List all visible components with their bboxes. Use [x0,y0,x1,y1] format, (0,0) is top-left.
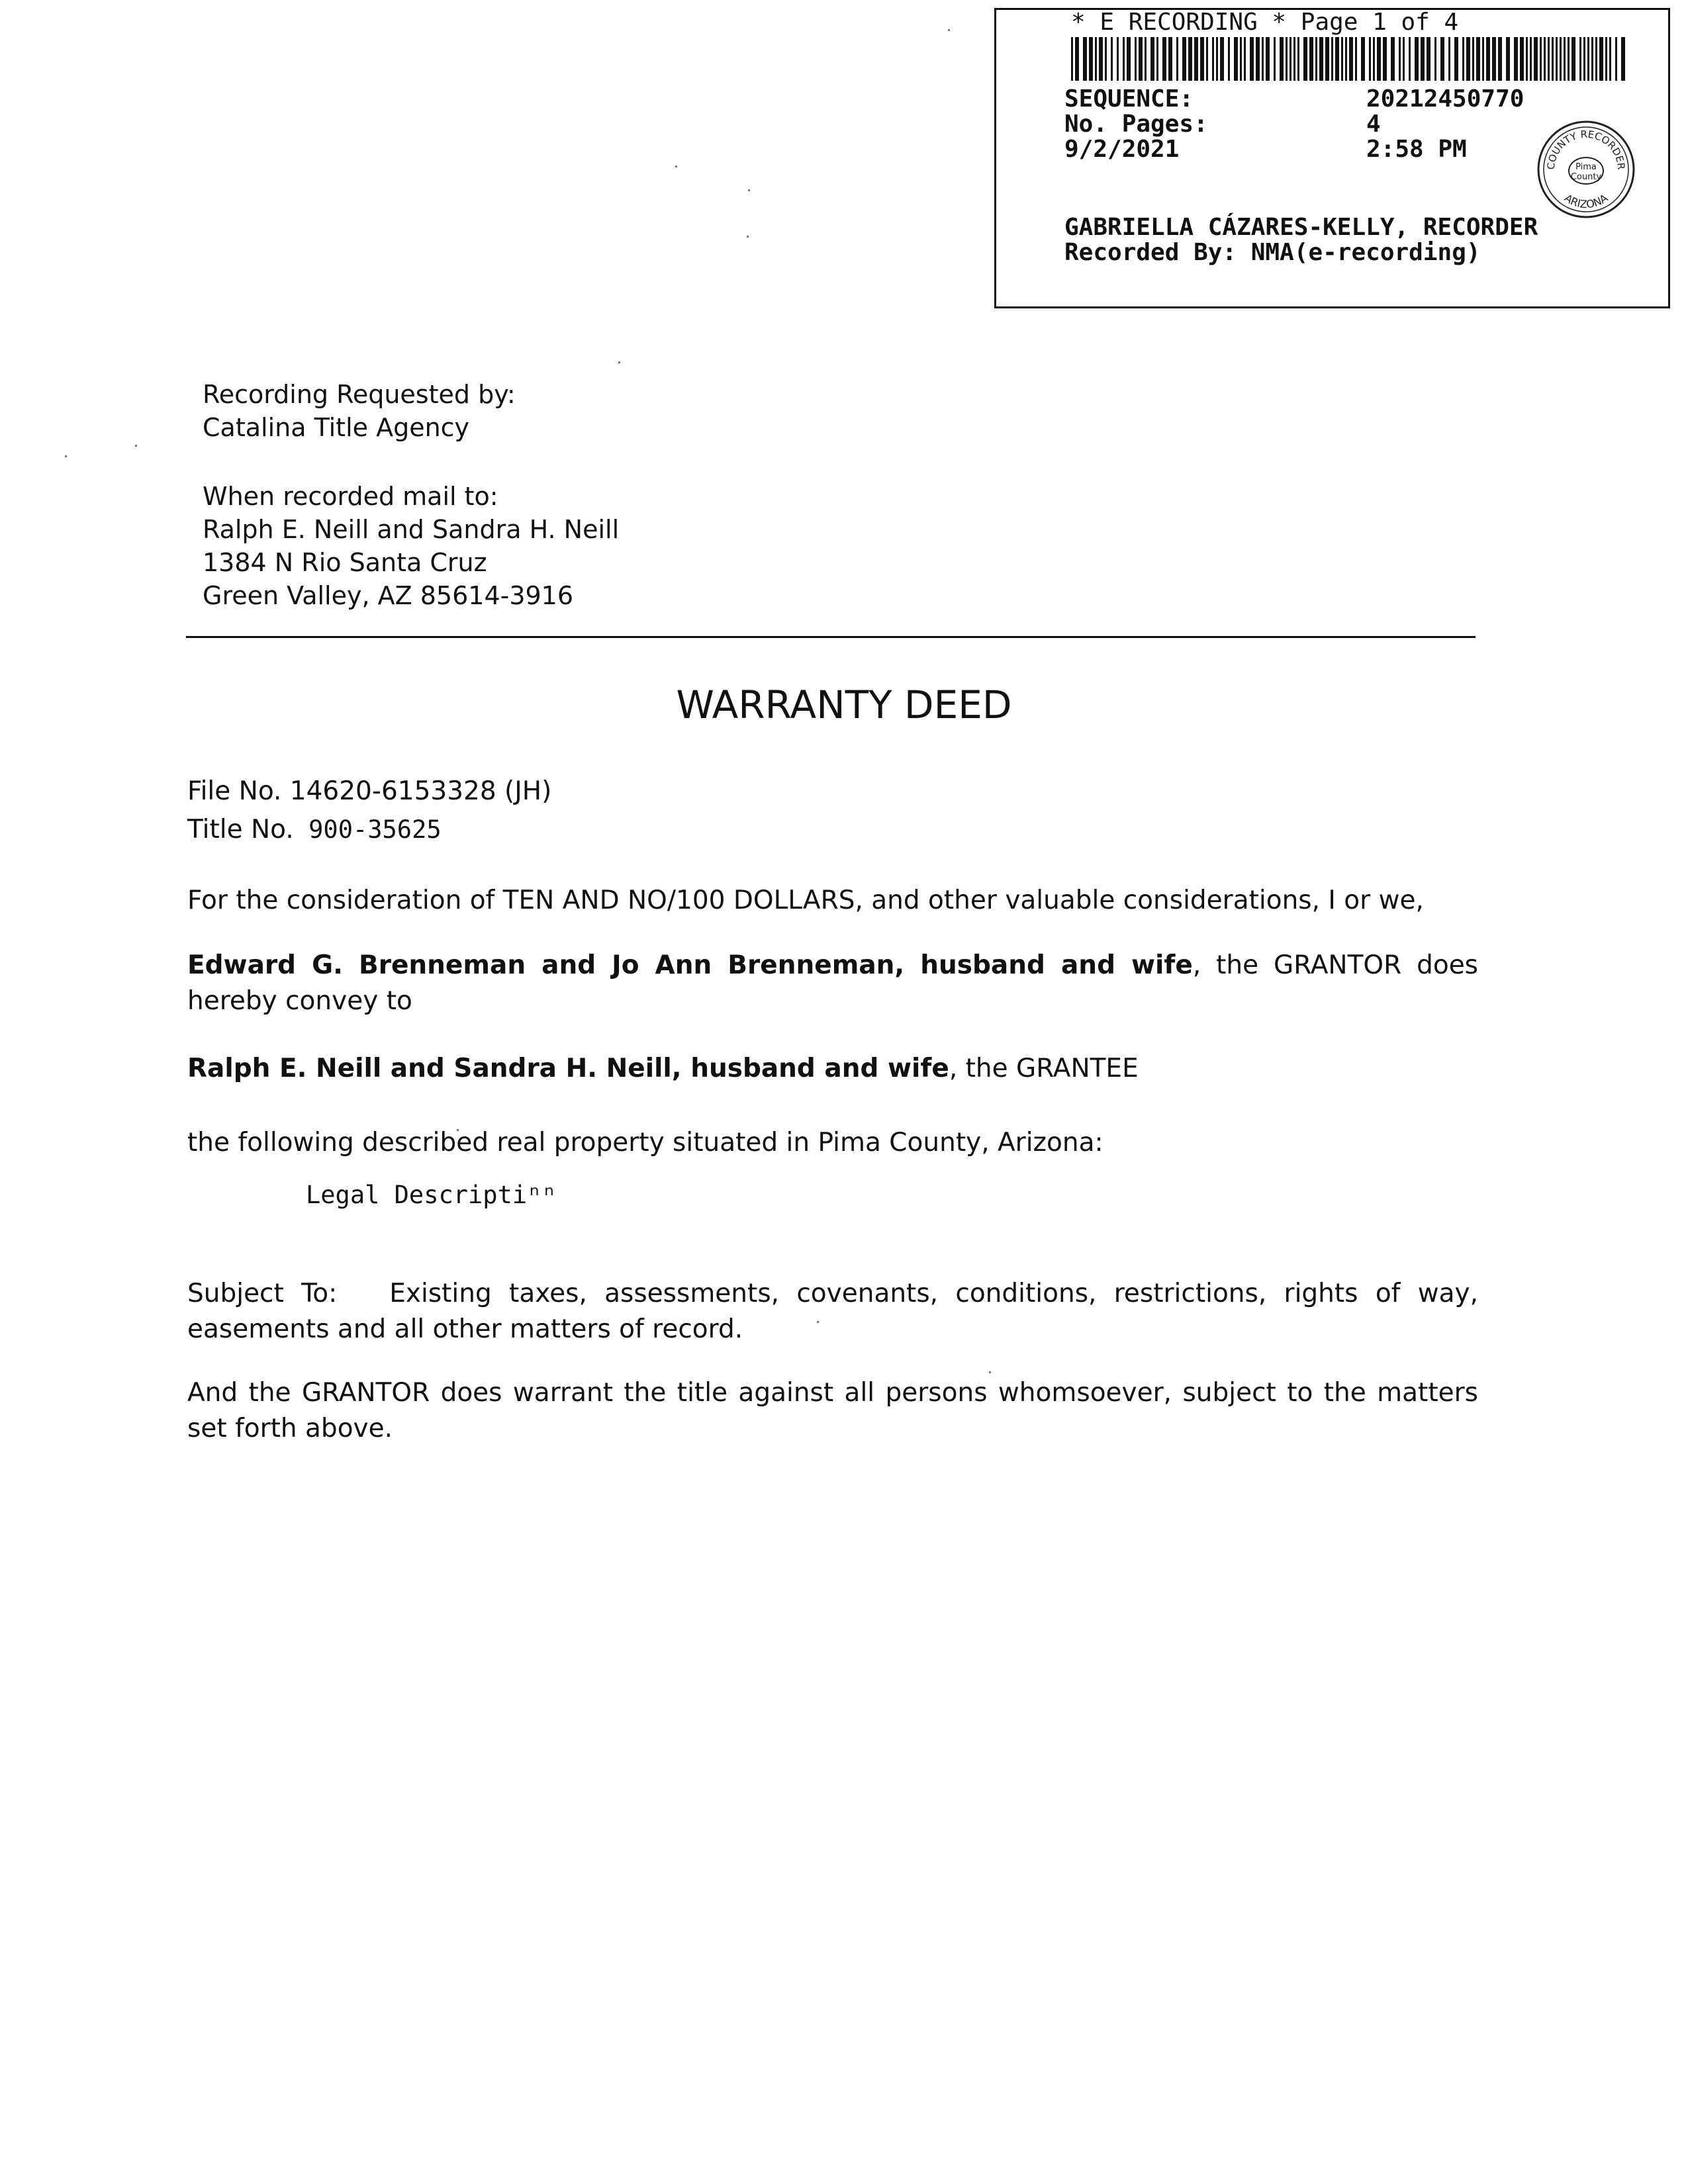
barcode-bar [1560,37,1562,81]
grantor-paragraph [187,948,1478,1019]
barcode-bar [1182,37,1186,81]
warranty-paragraph: And the GRANTOR does warrant the title against all persons whomsoever, subject to the matters set forth above. [187,1378,1478,1443]
barcode-bar [1325,37,1329,81]
barcode-bar [1212,37,1214,81]
barcode-bar [1244,37,1246,81]
barcode-bar [1297,37,1299,81]
pages-value: 4 [1366,111,1381,138]
barcode-bar [1583,37,1585,81]
scan-speck [948,29,950,31]
barcode-bar [1621,37,1625,81]
scan-speck [748,189,750,191]
barcode-bar [1234,37,1238,81]
barcode-bar [1280,37,1284,81]
subject-to-label: Subject To: [187,1279,338,1308]
barcode-bar [1548,37,1550,81]
barcode-bar [1240,37,1242,81]
barcode-bar [1083,37,1087,81]
barcode-bar [1355,37,1357,81]
barcode-bar [1361,37,1365,81]
sequence-label: SEQUENCE: [1064,85,1194,113]
barcode-bar [1345,37,1347,81]
barcode-bar [1319,37,1323,81]
scan-speck [989,1371,991,1373]
barcode-bar [1409,37,1411,81]
barcode-bar [1127,37,1131,81]
barcode-bar [1391,37,1395,81]
deed-title: WARRANTY DEED [676,682,1012,727]
barcode-bar [1331,37,1333,81]
barcode-bar [1462,37,1464,81]
property-line: the following described real property situated in Pima County, Arizona: [187,1128,1103,1158]
county-recorder-seal-icon [1534,118,1638,221]
barcode-bar [1591,37,1593,81]
barcode-bar [1377,37,1381,81]
barcode-bar [1440,37,1444,81]
barcode-bar [1293,37,1295,81]
barcode-bar [1289,37,1291,81]
barcode-bar [1206,37,1208,81]
barcode-bar [1286,37,1288,81]
grantee-names: Ralph E. Neill and Sandra H. Neill, husband and wife [187,1054,949,1083]
barcode [1071,37,1628,81]
recording-time: 2:58 PM [1366,136,1467,163]
barcode-bar [1194,37,1198,81]
barcode-bar [1534,37,1538,81]
barcode-bar [1544,37,1546,81]
mail-to-name: Ralph E. Neill and Sandra H. Neill [203,515,620,544]
barcode-bar [1587,37,1589,81]
seal-bottom-text: ARIZONA [1562,191,1611,211]
barcode-bar [1609,37,1611,81]
barcode-bar [1476,37,1480,81]
barcode-bar [1369,37,1371,81]
barcode-bar [1434,37,1436,81]
scan-speck [618,361,620,363]
barcode-bar [1105,37,1107,81]
mail-to-label: When recorded mail to: [203,482,498,511]
barcode-bar [1383,37,1387,81]
legal-description: Legal Descriptiⁿⁿ [306,1181,557,1209]
barcode-bar [1373,37,1375,81]
barcode-bar [1162,37,1166,81]
barcode-bar [1095,37,1097,81]
recorder-name: GABRIELLA CÁZARES-KELLY, RECORDER [1064,214,1538,241]
title-number [187,814,442,846]
recording-requested-by: Catalina Title Agency [203,413,470,442]
barcode-bar [1579,37,1581,81]
scan-speck [65,455,67,457]
barcode-bar [1341,37,1343,81]
barcode-bar [1427,37,1430,81]
barcode-bar [1552,37,1554,81]
barcode-bar [1472,37,1474,81]
barcode-bar [1349,37,1353,81]
barcode-bar [1075,37,1079,81]
barcode-bar [1250,37,1254,81]
divider-line [186,636,1476,638]
barcode-bar [1256,37,1260,81]
barcode-bar [1599,37,1603,81]
barcode-bar [1403,37,1405,81]
barcode-bar [1228,37,1230,81]
subject-to-paragraph [187,1276,1478,1347]
grantee-suffix: , the GRANTEE [949,1054,1139,1083]
barcode-bar [1335,37,1339,81]
barcode-bar [1520,37,1524,81]
grantor-suffix: , the GRANTOR does hereby convey to [187,950,1479,1016]
scan-speck [675,165,677,167]
recording-requested-label: Recording Requested by: [203,380,516,409]
barcode-bar [1540,37,1542,81]
barcode-bar [1168,37,1172,81]
barcode-bar [1200,37,1204,81]
barcode-bar [1421,37,1425,81]
barcode-bar [1514,37,1518,81]
barcode-bar [1145,37,1147,81]
scan-speck [135,445,137,447]
barcode-bar [1117,37,1119,81]
barcode-bar [1274,37,1276,81]
barcode-bar [1530,37,1532,81]
subject-to-text: Existing taxes, assessments, covenants, conditions, restrictions, rights of way, easements and all other matters of record. [187,1279,1478,1344]
scan-speck [747,236,749,238]
barcode-bar [1399,37,1401,81]
grantor-names: Edward G. Brenneman and Jo Ann Brenneman, husband and wife [187,950,1193,980]
barcode-bar [1526,37,1528,81]
sequence-value: 20212450770 [1366,85,1524,113]
barcode-bar [1071,37,1073,81]
consideration-paragraph: For the consideration of TEN AND NO/100 DOLLARS, and other valuable considerations, I or we, [187,886,1424,915]
barcode-bar [1303,37,1307,81]
barcode-bar [1220,37,1224,81]
seal-center-line2: County [1570,172,1602,182]
barcode-bar [1309,37,1313,81]
barcode-bar [1605,37,1607,81]
barcode-bar [1498,37,1502,81]
recorded-by: Recorded By: NMA(e-recording) [1064,239,1481,266]
barcode-bar [1415,37,1419,81]
file-number: File No. 14620-6153328 (JH) [187,776,552,806]
barcode-bar [1448,37,1450,81]
barcode-bar [1315,37,1317,81]
pages-label: No. Pages: [1064,111,1208,138]
barcode-bar [1156,37,1158,81]
stamp-header: * E RECORDING * Page 1 of 4 [1071,9,1459,36]
mail-to-city: Green Valley, AZ 85614-3916 [203,581,574,610]
barcode-bar [1571,37,1575,81]
barcode-bar [1492,37,1496,81]
barcode-bar [1506,37,1510,81]
barcode-bar [1262,37,1264,81]
barcode-bar [1466,37,1470,81]
barcode-bar [1139,37,1143,81]
barcode-bar [1123,37,1125,81]
barcode-bar [1135,37,1137,81]
barcode-bar [1486,37,1490,81]
barcode-bar [1111,37,1113,81]
title-number-label: Title No. [187,815,294,844]
barcode-bar [1615,37,1617,81]
title-number-value: 900-35625 [308,815,442,844]
barcode-bar [1176,37,1178,81]
seal-top-text: COUNTY RECORDER [1544,128,1628,171]
barcode-bar [1188,37,1192,81]
barcode-bar [1089,37,1093,81]
barcode-bar [1568,37,1570,81]
barcode-bar [1216,37,1218,81]
barcode-bar [1099,37,1103,81]
barcode-bar [1482,37,1484,81]
barcode-bar [1564,37,1566,81]
barcode-bar [1454,37,1458,81]
recording-date: 9/2/2021 [1064,136,1180,163]
seal-center-line1: Pima [1575,162,1597,172]
mail-to-street: 1384 N Rio Santa Cruz [203,548,487,577]
barcode-bar [1595,37,1597,81]
barcode-bar [1150,37,1154,81]
grantee-paragraph [187,1051,1478,1087]
barcode-bar [1556,37,1558,81]
barcode-bar [1266,37,1270,81]
